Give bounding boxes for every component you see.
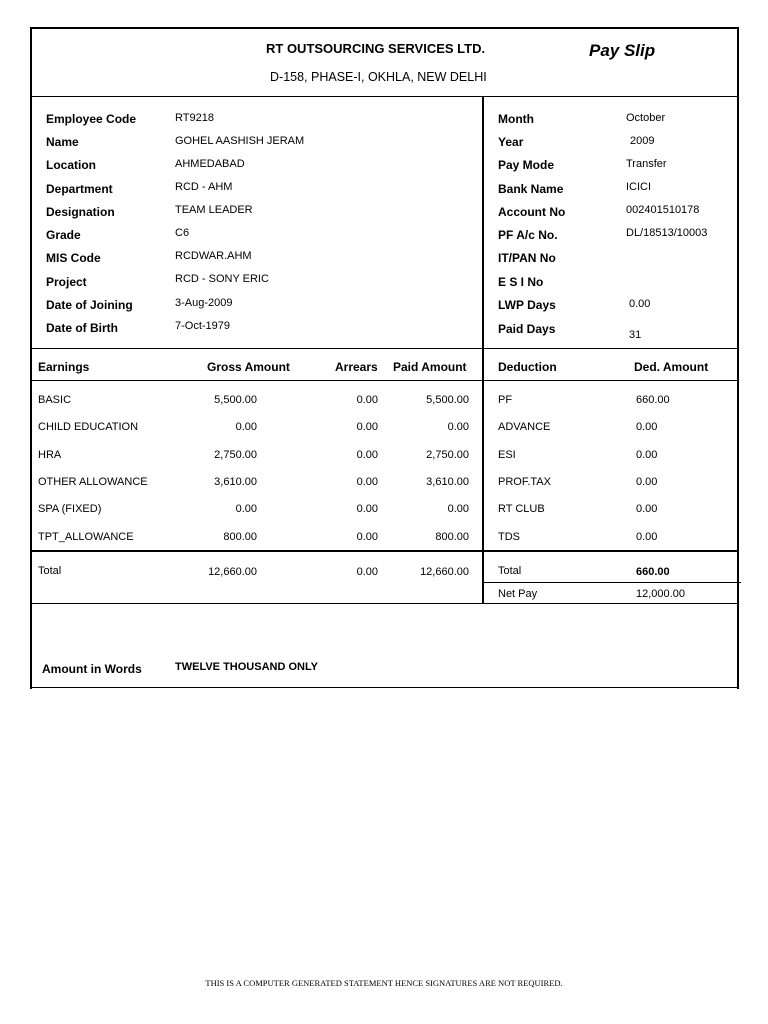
- divider: [32, 550, 737, 552]
- pf-account-label: PF A/c No.: [498, 228, 558, 242]
- project-value: RCD - SONY ERIC: [175, 273, 269, 285]
- page-title: Pay Slip: [589, 41, 656, 60]
- earning-arrears: 0.00: [356, 449, 378, 461]
- earning-name: HRA: [38, 449, 62, 461]
- deduction-header: Deduction: [498, 360, 557, 374]
- ded-amount-header: Ded. Amount: [634, 360, 709, 374]
- pay-mode-label: Pay Mode: [498, 158, 555, 172]
- date-of-birth-label: Date of Birth: [46, 321, 118, 335]
- paid-days-label: Paid Days: [498, 322, 556, 336]
- deduction-amount: 0.00: [636, 476, 658, 488]
- earning-arrears: 0.00: [356, 421, 378, 433]
- company-name: RT OUTSOURCING SERVICES LTD.: [266, 41, 486, 56]
- pf-account-value: DL/18513/10003: [626, 227, 708, 239]
- net-pay-label: Net Pay: [498, 588, 538, 600]
- earning-paid: 0.00: [447, 503, 469, 515]
- year-value: 2009: [630, 135, 655, 147]
- date-of-joining-label: Date of Joining: [46, 298, 133, 312]
- grade-value: C6: [175, 227, 190, 239]
- year-label: Year: [498, 135, 524, 149]
- earning-name: OTHER ALLOWANCE: [38, 476, 148, 488]
- project-label: Project: [46, 275, 87, 289]
- earning-arrears: 0.00: [356, 503, 378, 515]
- earning-gross: 3,610.00: [214, 476, 257, 488]
- earning-gross: 800.00: [223, 531, 257, 543]
- name-label: Name: [46, 135, 79, 149]
- location-label: Location: [46, 158, 96, 172]
- earning-gross: 0.00: [235, 503, 257, 515]
- designation-value: TEAM LEADER: [175, 204, 253, 216]
- divider: [32, 96, 737, 97]
- deduction-amount: 0.00: [636, 503, 658, 515]
- month-label: Month: [498, 112, 534, 126]
- divider: [32, 687, 737, 688]
- department-label: Department: [46, 182, 113, 196]
- divider: [482, 582, 741, 583]
- total-deduction-amount: 660.00: [636, 566, 670, 578]
- earning-name: BASIC: [38, 394, 72, 406]
- paid-days-value: 31: [629, 329, 642, 341]
- total-paid: 12,660.00: [420, 566, 469, 578]
- amount-in-words-label: Amount in Words: [42, 662, 142, 676]
- bank-name-value: ICICI: [626, 181, 652, 193]
- earning-paid: 800.00: [435, 531, 469, 543]
- earnings-header: Earnings: [38, 360, 90, 374]
- deduction-name: PROF.TAX: [498, 476, 551, 488]
- lwp-days-value: 0.00: [629, 298, 651, 310]
- total-deduction-label: Total: [498, 565, 522, 577]
- total-arrears: 0.00: [356, 566, 378, 578]
- net-pay-amount: 12,000.00: [636, 588, 685, 600]
- account-no-label: Account No: [498, 205, 566, 219]
- footer-note: THIS IS A COMPUTER GENERATED STATEMENT HENCE SIGNATURES ARE NOT REQUIRED.: [205, 978, 563, 988]
- company-address: D-158, PHASE-I, OKHLA, NEW DELHI: [270, 70, 487, 84]
- mis-code-value: RCDWAR.AHM: [175, 250, 252, 262]
- pay-slip: [30, 27, 739, 689]
- esi-no-label: E S I No: [498, 275, 544, 289]
- pan-label: IT/PAN No: [498, 251, 556, 265]
- deduction-amount: 0.00: [636, 449, 658, 461]
- deduction-amount: 0.00: [636, 531, 658, 543]
- earning-paid: 0.00: [447, 421, 469, 433]
- date-of-joining-value: 3-Aug-2009: [175, 297, 233, 309]
- grade-label: Grade: [46, 228, 81, 242]
- deduction-name: RT CLUB: [498, 503, 545, 515]
- earning-arrears: 0.00: [356, 531, 378, 543]
- account-no-value: 002401510178: [626, 204, 700, 216]
- earning-name: CHILD EDUCATION: [38, 421, 139, 433]
- pay-mode-value: Transfer: [626, 158, 667, 170]
- earning-name: SPA (FIXED): [38, 503, 102, 515]
- earning-paid: 2,750.00: [426, 449, 469, 461]
- arrears-header: Arrears: [335, 360, 378, 374]
- location-value: AHMEDABAD: [175, 158, 245, 170]
- earning-gross: 0.00: [235, 421, 257, 433]
- month-value: October: [626, 112, 666, 124]
- deduction-amount: 660.00: [636, 394, 670, 406]
- employee-code-value: RT9218: [175, 112, 214, 124]
- earning-paid: 5,500.00: [426, 394, 469, 406]
- divider: [32, 603, 737, 604]
- earning-paid: 3,610.00: [426, 476, 469, 488]
- earning-gross: 5,500.00: [214, 394, 257, 406]
- mis-code-label: MIS Code: [46, 251, 101, 265]
- deduction-name: ESI: [498, 449, 516, 461]
- total-label: Total: [38, 565, 62, 577]
- bank-name-label: Bank Name: [498, 182, 564, 196]
- earning-arrears: 0.00: [356, 394, 378, 406]
- lwp-days-label: LWP Days: [498, 298, 556, 312]
- date-of-birth-value: 7-Oct-1979: [175, 320, 231, 332]
- divider: [32, 380, 737, 381]
- earning-arrears: 0.00: [356, 476, 378, 488]
- paid-amount-header: Paid Amount: [393, 360, 467, 374]
- earning-name: TPT_ALLOWANCE: [38, 531, 134, 543]
- deduction-name: ADVANCE: [498, 421, 551, 433]
- deduction-name: TDS: [498, 531, 520, 543]
- department-value: RCD - AHM: [175, 181, 233, 193]
- column-divider: [482, 97, 484, 603]
- employee-code-label: Employee Code: [46, 112, 137, 126]
- amount-in-words-value: TWELVE THOUSAND ONLY: [175, 661, 319, 673]
- earning-gross: 2,750.00: [214, 449, 257, 461]
- divider: [32, 348, 737, 349]
- total-gross: 12,660.00: [208, 566, 257, 578]
- gross-amount-header: Gross Amount: [207, 360, 290, 374]
- deduction-amount: 0.00: [636, 421, 658, 433]
- name-value: GOHEL AASHISH JERAM: [175, 135, 305, 147]
- deduction-name: PF: [498, 394, 513, 406]
- designation-label: Designation: [46, 205, 115, 219]
